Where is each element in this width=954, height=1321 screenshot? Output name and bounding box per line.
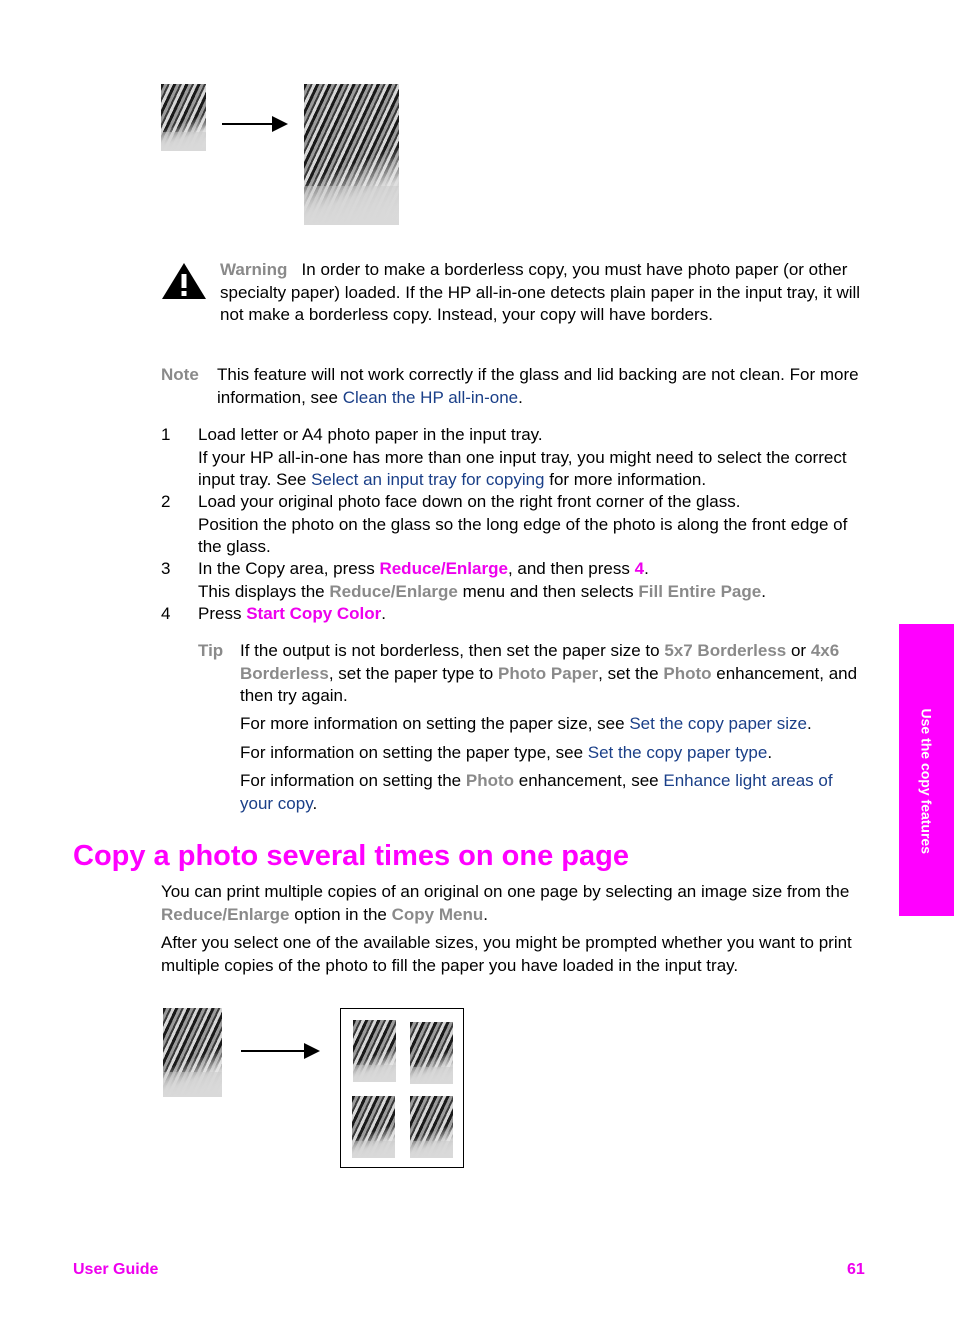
note-period: . — [518, 387, 523, 407]
section-paragraph-1 — [161, 881, 871, 926]
step-detail-text-mid: menu and then selects — [462, 581, 634, 601]
menu-copy-menu: Copy Menu — [391, 904, 484, 924]
section-text: You can print multiple copies of an original on one page by selecting an image size from the — [161, 882, 850, 901]
section-paragraph-2: After you select one of the available sizes, you might be prompted whether you want to print multiple copies of the photo to fill the paper you have loaded in the input tray. — [161, 933, 852, 975]
tip-paragraph-4 — [240, 770, 865, 815]
note-text: This feature will not work correctly if the glass and lid backing are not clean. For more information, see — [217, 365, 859, 407]
step-detail — [198, 447, 848, 492]
original-photo — [163, 1008, 222, 1097]
option-5x7-borderless: 5x7 Borderless — [664, 641, 787, 660]
option-reduce-enlarge: Reduce/Enlarge — [161, 904, 290, 924]
step-detail: Position the photo on the glass so the long edge of the photo is along the front edge of the glass. — [198, 514, 848, 556]
original-photo-small — [161, 84, 206, 151]
step-body — [198, 491, 848, 559]
tip-text: , set the — [598, 663, 659, 683]
output-page — [340, 1008, 464, 1168]
tip-text: For information on setting the paper type, see — [240, 743, 584, 762]
tip-label: Tip — [198, 641, 224, 660]
tip-text: . — [312, 793, 318, 813]
key-reduce-enlarge: Reduce/Enlarge — [379, 559, 508, 578]
photo-copy — [410, 1022, 453, 1084]
photo-copy — [353, 1020, 396, 1082]
option-photo: Photo — [663, 663, 712, 683]
option-4x6-borderless: 4x6 Borderless — [240, 641, 840, 683]
step-instruction — [198, 558, 848, 581]
step-detail-text-end: . — [761, 581, 766, 601]
enlarged-photo — [304, 84, 399, 225]
step-body — [198, 558, 848, 603]
enlarge-arrow-head — [272, 116, 288, 132]
step-text-end: . — [644, 559, 649, 578]
tip-paragraph-3 — [240, 742, 865, 765]
step-body — [198, 603, 848, 626]
link-select-input-tray[interactable]: Select an input tray for copying — [311, 470, 545, 489]
step-text: Press — [198, 604, 242, 623]
tip-text: . — [767, 743, 773, 762]
page-number: 61 — [847, 1261, 865, 1278]
chapter-side-tab-label: Use the copy features — [918, 708, 935, 854]
tip-paragraph-1 — [240, 640, 865, 708]
key-start-copy-color: Start Copy Color — [246, 604, 382, 623]
photo-copy — [352, 1096, 395, 1158]
step-detail — [198, 581, 848, 604]
step-detail-text: This displays the — [198, 581, 325, 601]
multiply-arrow — [241, 1050, 305, 1052]
step-detail-text-end: for more information. — [549, 470, 707, 489]
tip-text: For information on setting the — [240, 771, 462, 790]
step-number: 1 — [161, 425, 171, 444]
warning-text: In order to make a borderless copy, you must have photo paper (or other specialty paper) loaded. If the HP all-in-one detects plain paper in the input tray, it will not make a borderless copy. Instead, your copy will have borders. — [220, 260, 861, 324]
multiply-arrow-head — [304, 1043, 320, 1059]
option-photo: Photo — [465, 771, 515, 790]
step-number: 2 — [161, 492, 171, 511]
step-instruction: Load letter or A4 photo paper in the input tray. — [198, 425, 543, 444]
step-text: In the Copy area, press — [198, 559, 375, 578]
note-block — [217, 364, 867, 409]
step-body — [198, 424, 848, 492]
menu-reduce-enlarge: Reduce/Enlarge — [329, 581, 458, 601]
tip-text: enhancement, see — [518, 771, 659, 790]
key-4: 4 — [634, 559, 645, 578]
photo-copy — [410, 1096, 453, 1158]
option-fill-entire-page: Fill Entire Page — [638, 581, 762, 601]
section-text: option in the — [294, 904, 387, 924]
step-instruction: Load your original photo face down on the right front corner of the glass. — [198, 492, 741, 511]
tip-text: enhancement, and then try again. — [240, 663, 858, 705]
step-number: 4 — [161, 604, 171, 623]
step-text-mid: , and then press — [507, 559, 630, 578]
note-label: Note — [161, 365, 199, 384]
step-detail-text: If your HP all-in-one has more than one input tray, you might need to select the correct input tray. See — [198, 447, 847, 489]
link-enhance-light-areas[interactable]: Enhance light areas of your copy — [240, 771, 833, 813]
enlarge-arrow — [222, 123, 272, 125]
section-text: . — [483, 904, 488, 924]
step-text-end: . — [381, 604, 386, 623]
link-set-copy-paper-type[interactable]: Set the copy paper type — [587, 743, 768, 762]
tip-text: For more information on setting the paper size, see — [240, 714, 625, 733]
tip-text: . — [807, 714, 812, 733]
note-link-clean[interactable]: Clean the HP all-in-one — [342, 387, 519, 407]
tip-paragraph-2 — [240, 713, 865, 736]
step-number: 3 — [161, 559, 171, 578]
link-set-copy-paper-size[interactable]: Set the copy paper size — [629, 714, 807, 733]
warning-block — [220, 259, 865, 327]
chapter-side-tab — [899, 624, 954, 916]
option-photo-paper: Photo Paper — [498, 663, 599, 683]
tip-text: , set the paper type to — [328, 663, 494, 683]
warning-icon — [161, 262, 207, 300]
tip-text: or — [790, 641, 807, 660]
warning-label: Warning — [220, 260, 288, 279]
footer-title: User Guide — [73, 1261, 159, 1278]
section-heading: Copy a photo several times on one page — [73, 840, 629, 872]
tip-text: If the output is not borderless, then set the paper size to — [240, 641, 660, 660]
